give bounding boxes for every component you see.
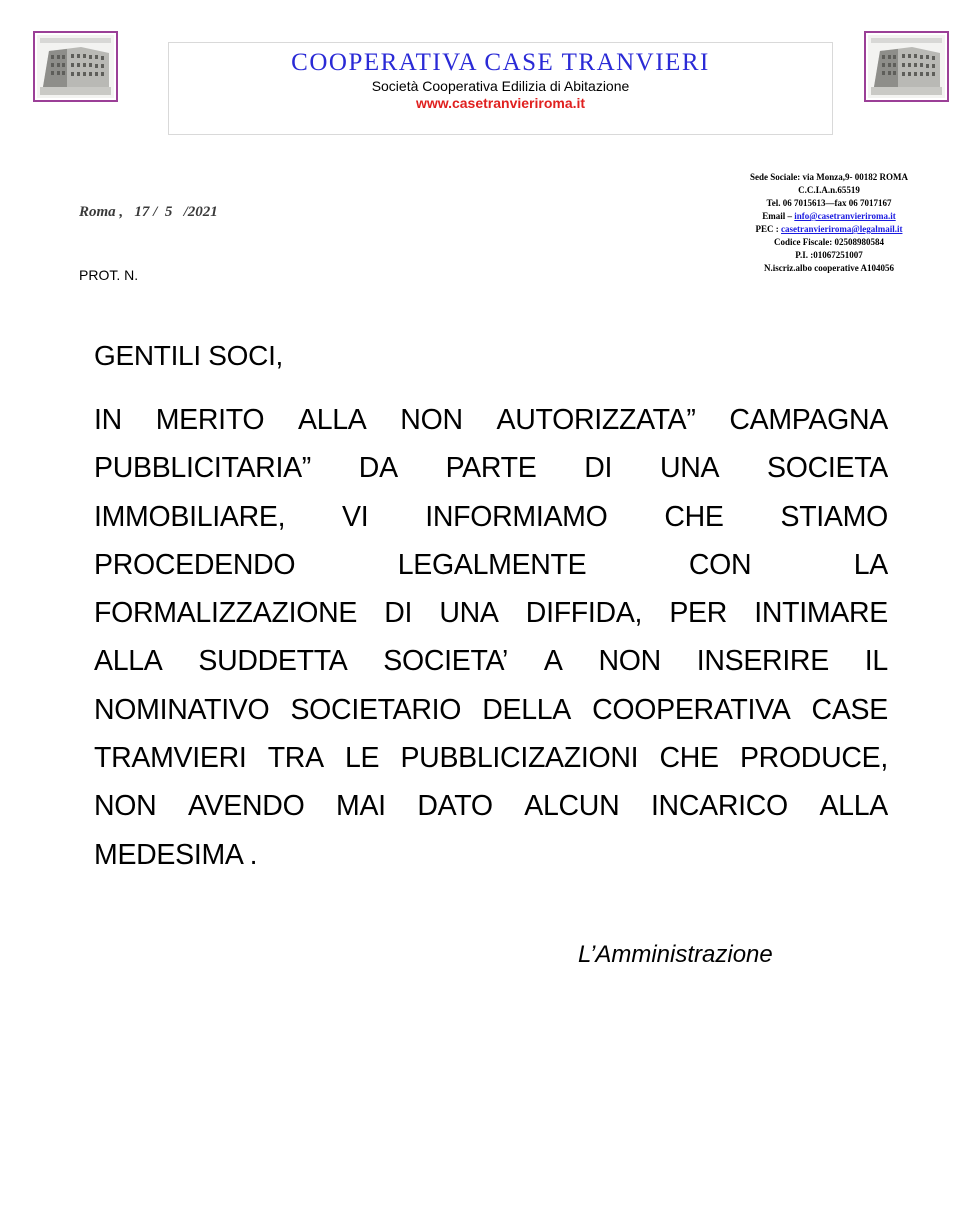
letter-word: FORMALIZZAZIONE <box>94 597 358 630</box>
letter-line <box>94 637 888 685</box>
letter-word: ALLA <box>819 790 888 823</box>
letter-line <box>94 493 888 541</box>
letter-line: MEDESIMA . <box>94 838 258 871</box>
sede-registry: N.iscriz.albo cooperative A104056 <box>764 263 894 273</box>
letter-word: DI <box>584 452 613 485</box>
cooperative-website-link[interactable]: www.casetranvieriroma.it <box>415 95 586 111</box>
letter-word: INSERIRE <box>696 645 829 678</box>
letter-word: ALLA <box>297 404 367 436</box>
sede-pec-link[interactable]: casetranvieriroma@legalmail.it <box>781 224 903 234</box>
letter-word: DI <box>384 597 413 630</box>
sede-email-link[interactable]: info@casetranvieriroma.it <box>794 211 896 221</box>
letter-word: CHE <box>664 500 724 533</box>
letter-word: PER <box>669 597 728 630</box>
letter-word: INCARICO <box>650 790 788 823</box>
letter-word: ALLA <box>94 645 163 678</box>
letter-word: DIFFIDA, <box>525 597 643 630</box>
letter-word: INTIMARE <box>754 597 888 630</box>
letter-word: TRAMVIERI <box>94 742 247 775</box>
registered-office-info <box>735 171 923 275</box>
sede-phone-fax: Tel. 06 7015613—fax 06 7017167 <box>766 198 892 208</box>
sede-address: Sede Sociale: via Monza,9- 00182 ROMA <box>750 172 908 182</box>
letter-word: ALCUN <box>524 790 620 823</box>
letter-salutation: GENTILI SOCI, <box>94 340 284 371</box>
letter-word: CAMPAGNA <box>729 404 888 436</box>
letter-word: PUBBLICITARIA” <box>94 452 311 485</box>
letter-word: LEGALMENTE <box>397 548 587 581</box>
letter-word: DATO <box>417 790 493 823</box>
letter-word: PRODUCE, <box>739 742 888 775</box>
letter-word: AVENDO <box>188 790 305 823</box>
letter-word: TRA <box>267 742 324 775</box>
letter-word: CON <box>688 548 752 581</box>
letter-word: LA <box>853 548 888 581</box>
letter-word: IL <box>864 645 888 678</box>
letter-word: NON <box>598 645 661 678</box>
protocol-number-label: PROT. N. <box>79 267 139 283</box>
cooperative-subtitle: Società Cooperativa Edilizia di Abitazione <box>371 78 630 94</box>
letter-word: UNA <box>659 452 720 485</box>
letter-word: NOMINATIVO <box>94 693 270 726</box>
letter-word: SUDDETTA <box>198 645 348 678</box>
letter-word: NON <box>400 404 463 436</box>
letter-word: COOPERATIVA <box>592 693 791 726</box>
sede-pec-label: PEC : <box>755 224 779 234</box>
letter-word: DA <box>358 452 398 485</box>
letter-word: DELLA <box>482 693 572 726</box>
letter-word: CHE <box>659 742 719 775</box>
letter-line <box>94 396 888 444</box>
letter-line <box>94 686 888 734</box>
place-date: Roma , 17 / 5 /2021 <box>79 204 218 220</box>
letter-word: IMMOBILIARE, <box>94 500 286 533</box>
logo-right <box>864 31 949 102</box>
letter-word: STIAMO <box>780 500 888 533</box>
letter-word: SOCIETARIO <box>290 693 462 726</box>
logo-left <box>33 31 118 102</box>
letter-word: PARTE <box>445 452 537 485</box>
sede-fiscal-code: Codice Fiscale: 02508980584 <box>774 237 884 247</box>
letter-body <box>94 396 888 879</box>
letter-word: IN <box>94 404 122 436</box>
sede-cciaa: C.C.I.A.n.65519 <box>798 185 860 195</box>
letter-line <box>94 444 888 492</box>
letterhead <box>168 42 833 135</box>
letter-word: AUTORIZZATA” <box>496 404 696 436</box>
letter-word: LE <box>345 742 380 775</box>
letter-word: SOCIETA <box>767 452 888 485</box>
letter-word: MERITO <box>155 404 265 436</box>
letter-word: MAI <box>336 790 386 823</box>
letter-word: A <box>543 645 563 678</box>
letter-line <box>94 589 888 637</box>
letter-line <box>94 541 888 589</box>
cooperative-title: COOPERATIVA CASE TRANVIERI <box>291 49 710 76</box>
letter-word: NON <box>94 790 157 823</box>
letter-line <box>94 782 888 830</box>
building-engraving-icon <box>868 35 945 98</box>
sede-pec-row <box>735 223 923 236</box>
letter-word: UNA <box>439 597 499 630</box>
letter-word: CASE <box>811 693 888 726</box>
building-engraving-icon <box>37 35 114 98</box>
letter-word: INFORMIAMO <box>425 500 608 533</box>
sede-email-row <box>735 210 923 223</box>
letter-signature: L’Amministrazione <box>578 941 773 968</box>
sede-vat: P.I. :01067251007 <box>795 250 863 260</box>
letter-word: SOCIETA’ <box>383 645 509 678</box>
letter-line <box>94 734 888 782</box>
sede-email-label: Email – <box>762 211 793 221</box>
letter-word: PROCEDENDO <box>94 548 296 581</box>
letter-word: VI <box>342 500 369 533</box>
letter-word: PUBBLICIZAZIONI <box>400 742 639 775</box>
